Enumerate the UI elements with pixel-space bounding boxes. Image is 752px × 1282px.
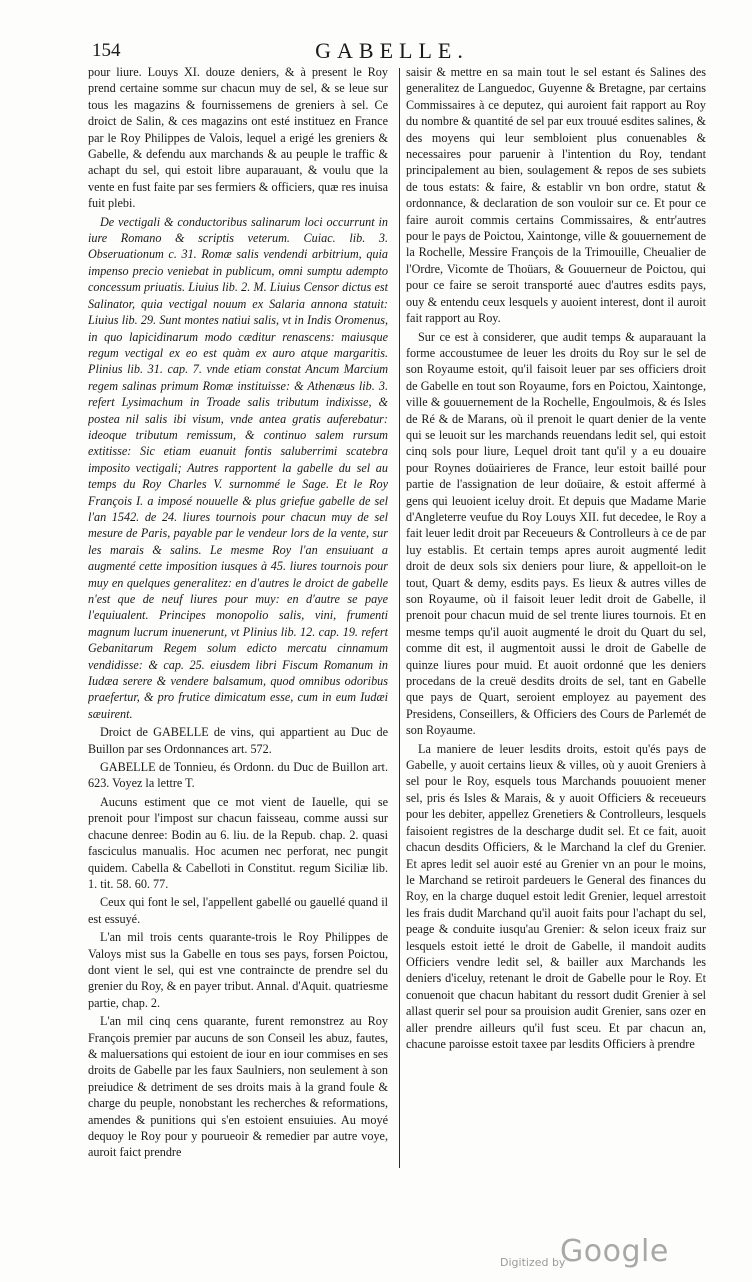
paragraph: L'an mil cinq cens quarante, furent remonstrez au Roy François premier par aucuns de son Conseil les abuz, fautes, & maluersations qui estoient de iour en iour commises en ses droits de Gabelle par les faux Saulniers, non seulement à son preiudice & detriment de ses droits mais à la grand foule & charge du peuple, nonobstant les recherches & reformations, amendes & punitions qui s'en estoient ensuiuies. Au moyé dequoy le Roy pour y pourueoir & remedier par autre voye, auroit faict prendre xyxy=(88,1014,388,1160)
latin-citation-paragraph: De vectigali & conductoribus salinarum loci occurrunt in iure Romano & scriptis veterum. Cuiac. lib. 3. Obseruationum c. 31. Romæ salis vendendi arbitrium, quia impenso precio veniebat in publicum, omni sumptu adempto concessum priuatis. Liuius lib. 2. M. Liuius Censor dictus est Salinator, quia vectigal nouum ex Salaria annona statuit: Liuius lib. 29. Sunt montes natiui salis, vt in Indis Oromenus, in quo lapicidinarum modo cæditur renascens: maiusque regum vectigal ex eo est quàm ex auro atque margaritis. Plinius lib. 31. cap. 7. vnde etiam constat Ancum Marcium regem salinas primum Romæ instituisse: & Athenæus lib. 3. refert Lysimachum in Troade salis tributum indixisse, & postea nil salis ibi visum, vnde antea gratis auferebatur: ideoque tributum remissum, & continuo salem rursum extitisse: Sic etiam euanuit fontis saluberrimi scatebra imposito vectigali; Autres rapportent la gabelle du sel au temps du Roy Charles V. surnommé le Sage. Et le Roy François I. a imposé nouuelle & plus griefue gabelle de sel l'an 1542. de 24. liures tournois pour chacun muy de sel mesure de Paris, payable par le vendeur lors de la vente, sur les marais & salins. Le mesme Roy l'an ensuiuant a augmenté cette imposition iusques à 45. liures tournois pour muy en quelques generalitez: en d'autres le droict de gabelle n'est que de neuf liures pour muy: en d'autre se paye l'equiualent. Principes monopolio salis, vini, frumenti magnum lucrum inuenerunt, vt Plinius lib. 12. cap. 19. refert Gebanitarum Regem solum edicto mercatu cinnamum vendidisse: & cap. 25. eiusdem libri Fiscum Romanum in Iudæa serere & vendere balsamum, quod omnibus odoribus praefertur, & pro frutice dimicatum esse, cum in eum Iudæi sæuirent. xyxy=(88,214,388,721)
paragraph: saisir & mettre en sa main tout le sel estant és Salines des generalitez de Languedoc, Guyenne & Bretagne, par certains Commissaires à ce deputez, qui auroient fait rapport au Roy du nombre & quantité de sel par eux trouué esdites salines, & des moyens qui leur sembloient plus conuenables & necessaires pour paruenir à l'intention du Roy, tendant principalement au bien, soulagement & repos de ses subiets de tous estats: & faire, & establir vn bon ordre, statut & ordonnance, & declaration de son vouloir sur ce. Et pour ce faire auroit commis certains Commissaires, & entr'autres pour le pays de Poictou, Xaintonge, ville & gouuernement de la Rochelle, Messire François de la Trimouille, Cheualier de l'Ordre, Vicomte de Thoüars, & Gouuerneur de Poictou, qui pour ce faire se seroit transporté auec d'autres esdits pays, ouy & entendu ceux lesquels y auoient interest, dont il auroit fait rapport au Roy. xyxy=(406,65,706,326)
paragraph: Ceux qui font le sel, l'appellent gabellé ou gauellé quand il est essuyé. xyxy=(88,895,388,926)
left-column xyxy=(88,64,388,1164)
watermark-caption: Digitized by xyxy=(500,1256,566,1269)
digitized-by-google-watermark xyxy=(500,1236,720,1276)
column-divider xyxy=(399,68,400,1168)
paragraph: Droict de GABELLE de vins, qui appartient au Duc de Buillon par ses Ordonnances art. 572. xyxy=(88,725,388,756)
paragraph: Aucuns estiment que ce mot vient de Iauelle, qui se prenoit pour l'impost sur chacun faisseau, comme aussi sur chacune denree: Bodin au 6. liu. de la Repub. chap. 2. quasi fasciculus manualis. Hoc acumen nec perforat, nec pungit quidem. Cabella & Cabelloti in Constitut. regum Siciliæ lib. 1. tit. 58. 60. 77. xyxy=(88,794,388,891)
paragraph: pour liure. Louys XI. douze deniers, & à present le Roy prend certaine somme sur chacun muy de sel, & se leue sur tous les magazins & fournissemens de greniers à sel. Ce droict de Salin, & ces magazins ont esté instituez en France par le Roy Philippes de Valois, lequel a erigé les greniers & Gabelle, & defendu aux marchands & au peuple le traffic & achapt du sel, qui estoit libre auparauant, & voulu que la vente en fust faite par ses fermiers & officiers, quæ res inuisa fuit plebi. xyxy=(88,65,388,211)
page-number: 154 xyxy=(92,40,121,61)
paragraph: GABELLE de Tonnieu, és Ordonn. du Duc de Buillon art. 623. Voyez la lettre T. xyxy=(88,760,388,791)
paragraph: La maniere de leuer lesdits droits, estoit qu'és pays de Gabelle, y auoit certains lieux & villes, où y auoit Greniers à sel pour le Roy, esquels tous Marchands pouuoient mener sel, pris és Isles & Marais, & y auoit Officiers & receueurs pour les debiter, appellez Grenetiers & Controlleurs, lesquels faisoient registres de la descharge dudit sel. Et ce fait, auoit chacun desdits Officiers, & le Marchand la clef du Grenier. Et apres ledit sel auoir esté au Grenier vn an pour le moins, le Marchand se retiroit pardeuers le General des finances du Roy, en la charge duquel estoit ledit Grenier, lequel arrestoit les frais dudit Marchand qu'il auoit faits pour l'achapt du sel, peage & conduite iusqu'au Grenier: & selon iceux fraiz sur lesquels estoit ietté le droit de Gabelle, il mandoit audits Officiers vendre ledit sel, & bailler aux Marchands les deniers d'iceluy, retenant le droit de Gabelle pour le Roy. Et conuenoit que chacun habitant du ressort dudit Grenier à sel allast querir sel pour sa prouision audit Grenier, sans ozer en aller prendre ailleurs qu'il fust sceu. Et par chacun an, chacune paroisse estoit taxee par lesdits Officiers à prendre xyxy=(406,741,706,1051)
right-column xyxy=(406,64,706,1144)
paragraph: Sur ce est à considerer, que audit temps & auparauant la forme accoustumee de leuer les droits du Roy sur le sel de son Royaume estoit, qu'il faisoit leuer par ses officiers droit de Gabelle en tout son Royaume, fors en Poictou, Xaintonge, ville & gouuernement de la Rochelle, Engoulmois, & és Isles de Ré & de Marans, où il prenoit le quart denier de la vente qui se leuoit sur les marchands reuendans ledit sel, qui estoit cinq sols pour liure, Lequel droit tant qu'il y a eu douaire pour Roynes doüairieres de France, leur estoit baillé pour partie de l'assignation de leur doüaire, & estoit affermé à gens qui leuoient iceluy droit. Et depuis que Madame Marie d'Angleterre veufue du Roy Louys XII. fut decedee, le Roy a fait leuer ledit droit par Receueurs & Controlleurs à ce de par luy establis. Et certain temps apres auroit augmenté ledit droit de deux sols six deniers pour liure, & appelloit-on le tout, Quart & demy, esdits pays. Es lieux & autres villes de son Royaume, où il faisoit leuer ledit droit de Gabelle, il prenoit pour chacun muid de sel trente liures tournois. Et en mesme temps qu'il auoit augmenté le droit du Quart du sel, comme dit est, il augmentoit aussi le droit de Gabelle de quinze liures pour muid. Et auoit ordonné que les deniers procedans de la creuë desdits droits de sel, tant en Gabelle que pays de Quart, seroient employez au payement des Presidens, Conseillers, & Officiers des Cours de Parlemét de son Royaume. xyxy=(406,329,706,738)
paragraph: L'an mil trois cents quarante-trois le Roy Philippes de Valoys mist sus la Gabelle en tous ses pays, forsen Poictou, dont vient le sel, qui est vne contraincte de prendre sel du grenier du Roy, & en payer tribut. Annal. d'Aquit. quatriesme partie, chap. 2. xyxy=(88,930,388,1010)
running-title: GABELLE. xyxy=(315,38,469,63)
google-logo: Google xyxy=(560,1234,669,1269)
